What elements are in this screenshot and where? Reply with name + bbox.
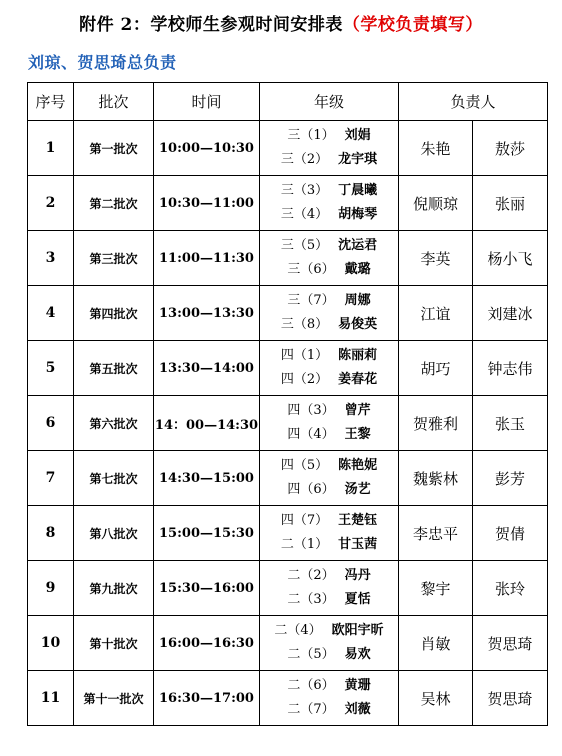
lead-person-2: 彭芳 (473, 451, 548, 506)
grade-cell (260, 616, 399, 671)
class-label: 二（4） (274, 623, 322, 638)
grade-line (260, 313, 398, 337)
grade-cell (260, 451, 399, 506)
lead-person-2: 张玉 (473, 396, 548, 451)
time-cell: 16:30—17:00 (154, 671, 260, 726)
row-number: 5 (28, 341, 74, 396)
lead-person-1: 肖敏 (399, 616, 473, 671)
table-row (28, 341, 548, 396)
grade-line (260, 203, 398, 227)
grade-cell (260, 671, 399, 726)
grade-line (260, 674, 398, 698)
lead-person-1: 朱艳 (399, 121, 473, 176)
lead-person-2: 杨小飞 (473, 231, 548, 286)
grade-cell (260, 561, 399, 616)
teacher-name: 胡梅琴 (338, 207, 378, 222)
teacher-name: 易欢 (344, 647, 371, 662)
batch-cell: 第三批次 (74, 231, 154, 286)
row-number: 10 (28, 616, 74, 671)
class-label: 二（5） (287, 647, 335, 662)
batch-cell: 第八批次 (74, 506, 154, 561)
table-row (28, 616, 548, 671)
table-row (28, 286, 548, 341)
time-cell: 10:30—11:00 (154, 176, 260, 231)
batch-cell: 第七批次 (74, 451, 154, 506)
grade-line (260, 179, 398, 203)
class-label: 四（2） (280, 372, 329, 387)
row-number: 3 (28, 231, 74, 286)
header-time: 时间 (154, 83, 260, 121)
teacher-name: 刘娟 (344, 128, 371, 143)
row-number: 11 (28, 671, 74, 726)
class-label: 二（3） (287, 592, 335, 607)
class-label: 三（8） (280, 317, 329, 332)
class-label: 三（1） (287, 128, 335, 143)
batch-cell: 第五批次 (74, 341, 154, 396)
class-label: 二（2） (287, 568, 335, 583)
batch-cell: 第九批次 (74, 561, 154, 616)
grade-line (260, 258, 398, 282)
grade-line (260, 588, 398, 612)
class-label: 三（3） (280, 183, 329, 198)
grade-line (260, 148, 398, 172)
document-title (0, 10, 562, 35)
lead-person-1: 江谊 (399, 286, 473, 341)
class-label: 二（7） (287, 702, 335, 717)
grade-line (260, 509, 398, 533)
grade-cell (260, 506, 399, 561)
teacher-name: 龙宇琪 (338, 152, 378, 167)
class-label: 三（6） (287, 262, 335, 277)
class-label: 四（4） (287, 427, 335, 442)
grade-line (260, 698, 398, 722)
title-main: 附件 2：学校师生参观时间安排表 (79, 15, 343, 35)
table-row (28, 396, 548, 451)
lead-person-1: 倪顺琼 (399, 176, 473, 231)
lead-person-1: 李英 (399, 231, 473, 286)
teacher-name: 冯丹 (344, 568, 371, 583)
table-body (28, 121, 548, 726)
teacher-name: 曾芹 (344, 403, 371, 418)
grade-line (260, 399, 398, 423)
grade-cell (260, 121, 399, 176)
time-cell: 15:00—15:30 (154, 506, 260, 561)
table-row (28, 121, 548, 176)
time-cell: 14：00—14:30 (154, 396, 260, 451)
lead-person-1: 贺雅利 (399, 396, 473, 451)
lead-person-2: 张玲 (473, 561, 548, 616)
grade-line (260, 124, 398, 148)
grade-line (260, 619, 398, 643)
header-no: 序号 (28, 83, 74, 121)
grade-line (260, 368, 398, 392)
grade-cell (260, 231, 399, 286)
grade-line (260, 533, 398, 557)
grade-cell (260, 341, 399, 396)
teacher-name: 姜春花 (338, 372, 378, 387)
class-label: 三（4） (280, 207, 329, 222)
responsible-line: 刘琼、贺思琦总负责 (28, 53, 177, 72)
grade-line (260, 643, 398, 667)
table-row (28, 176, 548, 231)
teacher-name: 王黎 (344, 427, 371, 442)
lead-person-1: 魏紫林 (399, 451, 473, 506)
teacher-name: 夏恬 (344, 592, 371, 607)
lead-person-2: 张丽 (473, 176, 548, 231)
class-label: 三（5） (280, 238, 329, 253)
lead-person-1: 黎宇 (399, 561, 473, 616)
lead-person-1: 吴林 (399, 671, 473, 726)
teacher-name: 丁晨曦 (338, 183, 378, 198)
header-person: 负责人 (399, 83, 548, 121)
table-row (28, 231, 548, 286)
grade-line (260, 454, 398, 478)
teacher-name: 王楚钰 (338, 513, 378, 528)
row-number: 6 (28, 396, 74, 451)
row-number: 9 (28, 561, 74, 616)
teacher-name: 陈丽莉 (338, 348, 378, 363)
teacher-name: 欧阳宇昕 (331, 623, 384, 638)
time-cell: 13:30—14:00 (154, 341, 260, 396)
batch-cell: 第六批次 (74, 396, 154, 451)
class-label: 四（1） (280, 348, 329, 363)
batch-cell: 第四批次 (74, 286, 154, 341)
class-label: 二（1） (280, 537, 329, 552)
time-cell: 13:00—13:30 (154, 286, 260, 341)
time-cell: 11:00—11:30 (154, 231, 260, 286)
lead-person-1: 胡巧 (399, 341, 473, 396)
lead-person-2: 刘建冰 (473, 286, 548, 341)
teacher-name: 戴璐 (344, 262, 371, 277)
header-row (28, 83, 548, 121)
row-number: 2 (28, 176, 74, 231)
time-cell: 15:30—16:00 (154, 561, 260, 616)
class-label: 四（5） (280, 458, 329, 473)
teacher-name: 易俊英 (338, 317, 378, 332)
time-cell: 10:00—10:30 (154, 121, 260, 176)
grade-line (260, 234, 398, 258)
time-cell: 16:00—16:30 (154, 616, 260, 671)
teacher-name: 周娜 (344, 293, 371, 308)
grade-cell (260, 176, 399, 231)
time-cell: 14:30—15:00 (154, 451, 260, 506)
teacher-name: 黄珊 (344, 678, 371, 693)
lead-person-2: 钟志伟 (473, 341, 548, 396)
grade-line (260, 564, 398, 588)
grade-line (260, 344, 398, 368)
teacher-name: 沈运君 (338, 238, 378, 253)
table-row (28, 451, 548, 506)
row-number: 7 (28, 451, 74, 506)
lead-person-1: 李忠平 (399, 506, 473, 561)
batch-cell: 第二批次 (74, 176, 154, 231)
grade-cell (260, 396, 399, 451)
class-label: 四（3） (287, 403, 335, 418)
header-batch: 批次 (74, 83, 154, 121)
class-label: 四（6） (287, 482, 335, 497)
class-label: 四（7） (280, 513, 329, 528)
row-number: 8 (28, 506, 74, 561)
teacher-name: 甘玉茜 (338, 537, 378, 552)
lead-person-2: 贺思琦 (473, 671, 548, 726)
class-label: 三（2） (280, 152, 329, 167)
lead-person-2: 贺思琦 (473, 616, 548, 671)
class-label: 三（7） (287, 293, 335, 308)
grade-cell (260, 286, 399, 341)
class-label: 二（6） (287, 678, 335, 693)
batch-cell: 第十批次 (74, 616, 154, 671)
batch-cell: 第一批次 (74, 121, 154, 176)
title-note: （学校负责填写） (342, 15, 483, 35)
table-row (28, 671, 548, 726)
teacher-name: 陈艳妮 (338, 458, 378, 473)
table-row (28, 561, 548, 616)
grade-line (260, 423, 398, 447)
grade-line (260, 478, 398, 502)
batch-cell: 第十一批次 (74, 671, 154, 726)
table-row (28, 506, 548, 561)
grade-line (260, 289, 398, 313)
row-number: 1 (28, 121, 74, 176)
lead-person-2: 敖莎 (473, 121, 548, 176)
header-grade: 年级 (260, 83, 399, 121)
lead-person-2: 贺倩 (473, 506, 548, 561)
row-number: 4 (28, 286, 74, 341)
teacher-name: 汤艺 (344, 482, 371, 497)
teacher-name: 刘薇 (344, 702, 371, 717)
schedule-table (27, 82, 548, 726)
